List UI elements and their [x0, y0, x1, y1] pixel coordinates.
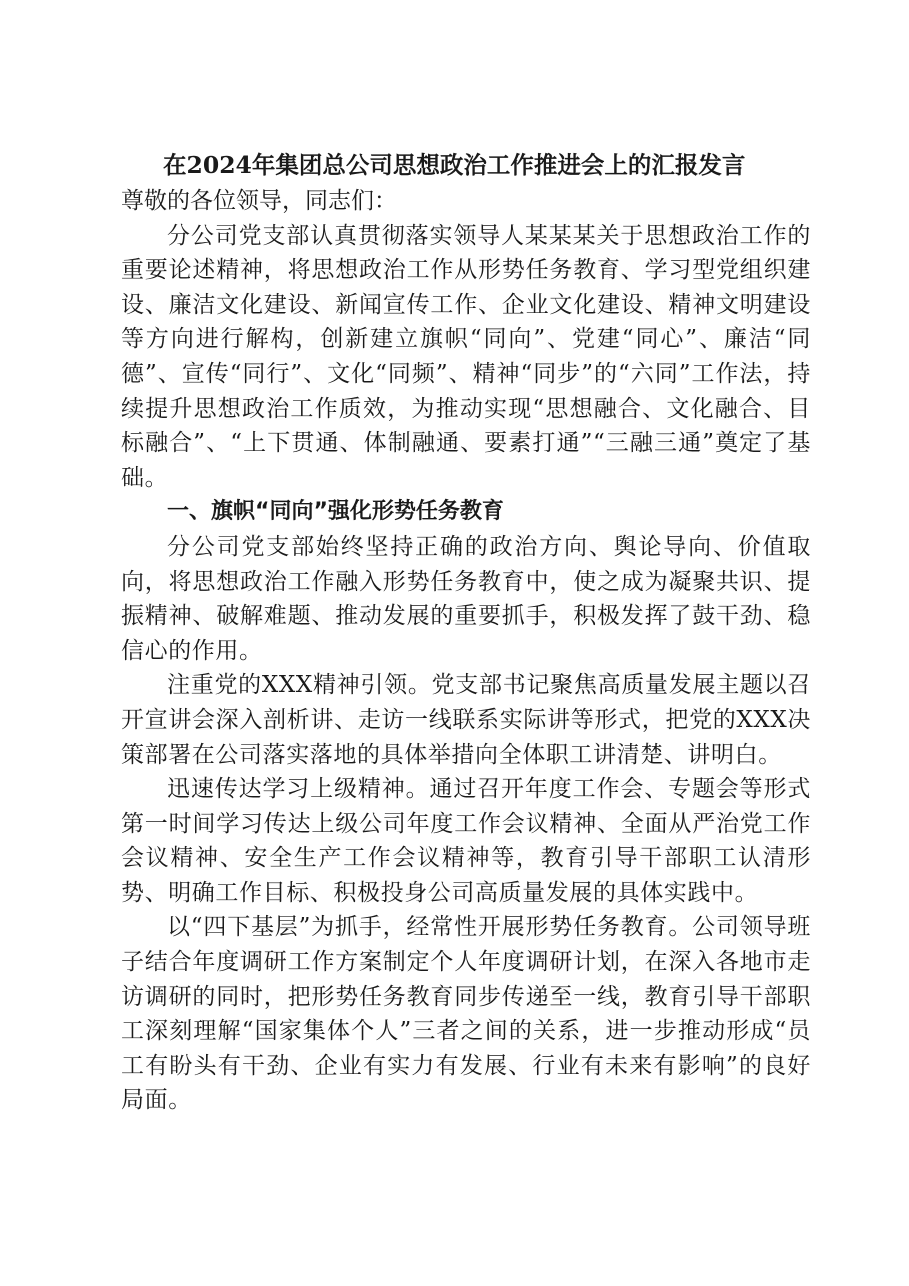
body-paragraph: 注重党的XXX精神引领。党支部书记聚焦高质量发展主题以召开宣讲会深入剖析讲、走访一线联系实际讲等形式，把党的XXX决策部署在公司落实落地的具体举措向全体职工讲清楚、讲明白。 — [121, 672, 811, 768]
body-paragraph: 以“四下基层”为抓手，经常性开展形势任务教育。公司领导班子结合年度调研工作方案制定个人年度调研计划，在深入各地市走访调研的同时，把形势任务教育同步传递至一线，教育引导干部职工深刻理解“国家集体个人”三者之间的关系，进一步推动形成“员工有盼头有干劲、企业有实力有发展、行业有未来有影响”的良好局面。 — [121, 914, 811, 1114]
body-paragraph: 分公司党支部始终坚持正确的政治方向、舆论导向、价值取向，将思想政治工作融入形势任务教育中，使之成为凝聚共识、提振精神、破解难题、推动发展的重要抓手，积极发挥了鼓干劲、稳信心的作用。 — [121, 533, 811, 664]
document-title: 在2024年集团总公司思想政治工作推进会上的汇报发言 — [163, 151, 746, 179]
document-body — [121, 146, 811, 1118]
body-paragraph: 迅速传达学习上级精神。通过召开年度工作会、专题会等形式第一时间学习传达上级公司年度工作会议精神、全面从严治党工作会议精神、安全生产工作会议精神等，教育引导干部职工认清形势、明确工作目标、积极投身公司高质量发展的具体实践中。 — [121, 776, 811, 906]
intro-paragraph: 分公司党支部认真贯彻落实领导人某某某关于思想政治工作的重要论述精神，将思想政治工作从形势任务教育、学习型党组织建设、廉洁文化建设、新闻宣传工作、企业文化建设、精神文明建设等方向进行解构，创新建立旗帜“同向”、党建“同心”、廉洁“同德”、宣传“同行”、文化“同频”、精神“同步”的“六同”工作法，持续提升思想政治工作质效，为推动实现“思想融合、文化融合、目标融合”、“上下贯通、体制融通、要素打通”“三融三通”奠定了基础。 — [121, 222, 811, 491]
salutation: 尊敬的各位领导，同志们： — [121, 188, 397, 214]
section-heading: 一、旗帜“同向”强化形势任务教育 — [167, 499, 504, 525]
